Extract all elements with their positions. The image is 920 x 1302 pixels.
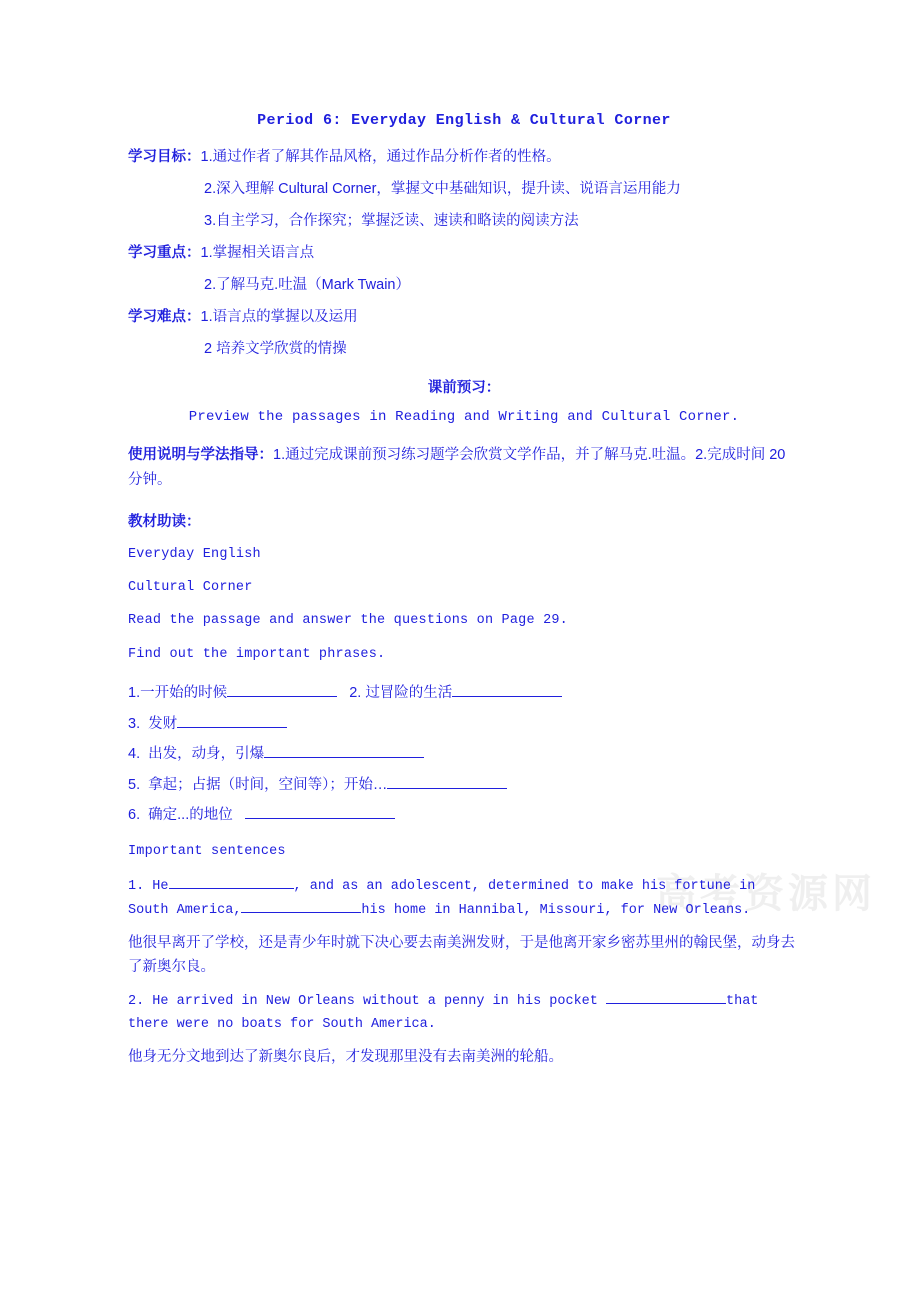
difficulties-item-2: 2 培养文学欣赏的情操 [204, 341, 347, 358]
objectives-row-1 [128, 147, 800, 168]
usage-text: 1.通过完成课前预习练习题学会欣赏文学作品，并了解马克.吐温。2.完成时间 20 分钟。 [128, 447, 786, 489]
phrase-row-5 [128, 773, 800, 798]
phrase-row-4 [128, 742, 800, 767]
phrase-6-blank[interactable] [245, 818, 395, 819]
preview-line: Preview the passages in Reading and Writing and Cultural Corner. [188, 409, 740, 426]
phrase-1-num: 1. [128, 684, 141, 701]
sentences-heading: Important sentences [128, 844, 286, 860]
sentence-2-translation: 他身无分文地到达了新奥尔良后，才发现那里没有去南美洲的轮船。 [128, 1049, 563, 1066]
phrase-3-text: 发财 [148, 715, 178, 732]
objectives-item-1: 1.通过作者了解其作品风格，通过作品分析作者的性格。 [200, 149, 561, 165]
objectives-item-2: 2.深入理解 Cultural Corner，掌握文中基础知识，提升读、说语言运用能力 [204, 181, 681, 198]
sentence-1-blank-1[interactable] [169, 888, 294, 889]
difficulties-label: 学习难点： [128, 309, 201, 326]
phrase-3-num: 3. [128, 715, 141, 732]
key-points-label: 学习重点： [128, 245, 201, 262]
difficulties-row-1 [128, 307, 800, 328]
usage-paragraph [128, 443, 800, 494]
phrase-row-6 [128, 803, 800, 828]
phrase-1-blank[interactable] [227, 696, 337, 697]
subsection-everyday-english: Everyday English [128, 546, 261, 562]
sentence-2-blank-1[interactable] [606, 1003, 726, 1004]
sentence-1-prefix: 1. He [128, 879, 169, 895]
phrase-1-text: 一开始的时候 [140, 684, 228, 701]
subsection-cultural-corner: Cultural Corner [128, 580, 253, 596]
sentence-2 [128, 990, 800, 1037]
key-points-item-1: 1.掌握相关语言点 [200, 245, 315, 262]
objectives-label: 学习目标： [128, 149, 201, 165]
phrase-5-num: 5. [128, 776, 141, 793]
sentence-1-translation: 他很早离开了学校，还是青少年时就下决心要去南美洲发财，于是他离开家乡密苏里州的翰民堡，动身去了新奥尔良。 [128, 934, 795, 976]
phrase-4-num: 4. [128, 746, 141, 763]
difficulties-item-1: 1.语言点的掌握以及运用 [200, 309, 358, 326]
page-title: Period 6: Everyday English & Cultural Corner [257, 112, 671, 129]
phrase-row-1 [128, 681, 800, 706]
difficulties-row-2 [204, 339, 800, 360]
sentence-1-suffix: his home in Hannibal, Missouri, for New Orleans. [361, 902, 751, 918]
phrase-6-text: 确定...的地位 [148, 807, 233, 824]
phrase-4-blank[interactable] [264, 757, 424, 758]
key-points-row-1 [128, 243, 800, 264]
objectives-row-3 [204, 211, 800, 232]
preview-heading: 课前预习： [427, 380, 501, 397]
instruction-1: Read the passage and answer the questions on Page 29. [128, 613, 568, 629]
usage-label: 使用说明与学法指导： [128, 447, 273, 464]
phrase-2-blank[interactable] [452, 696, 562, 697]
phrase-2-num: 2. [349, 684, 362, 701]
phrase-6-num: 6. [128, 807, 141, 824]
sentence-2-prefix: 2. He arrived in New Orleans without a penny in his pocket [128, 993, 598, 1009]
phrase-4-text: 出发，动身，引爆 [148, 746, 265, 763]
material-heading: 教材助读： [128, 513, 201, 530]
phrase-row-3 [128, 712, 800, 737]
phrase-5-blank[interactable] [387, 788, 507, 789]
phrase-5-text: 拿起；占据（时间，空间等）；开始… [148, 776, 388, 793]
document-body [128, 112, 800, 1076]
sentence-2-suffix: that there were no boats for South America. [128, 993, 759, 1033]
sentence-1-mid: , and as an adolescent, determined to make his fortune in South America, [128, 879, 756, 918]
watermark: 高考资源网 [656, 872, 876, 916]
sentence-1 [128, 875, 800, 922]
objectives-row-2 [204, 179, 800, 200]
phrase-2-text: 过冒险的生活 [365, 684, 453, 701]
phrase-3-blank[interactable] [177, 727, 287, 728]
key-points-row-2 [204, 275, 800, 296]
key-points-item-2: 2.了解马克.吐温（Mark Twain） [204, 277, 410, 294]
instruction-2: Find out the important phrases. [128, 646, 386, 662]
objectives-item-3: 3.自主学习，合作探究；掌握泛读、速读和略读的阅读方法 [204, 213, 579, 230]
sentence-1-blank-2[interactable] [241, 912, 361, 913]
